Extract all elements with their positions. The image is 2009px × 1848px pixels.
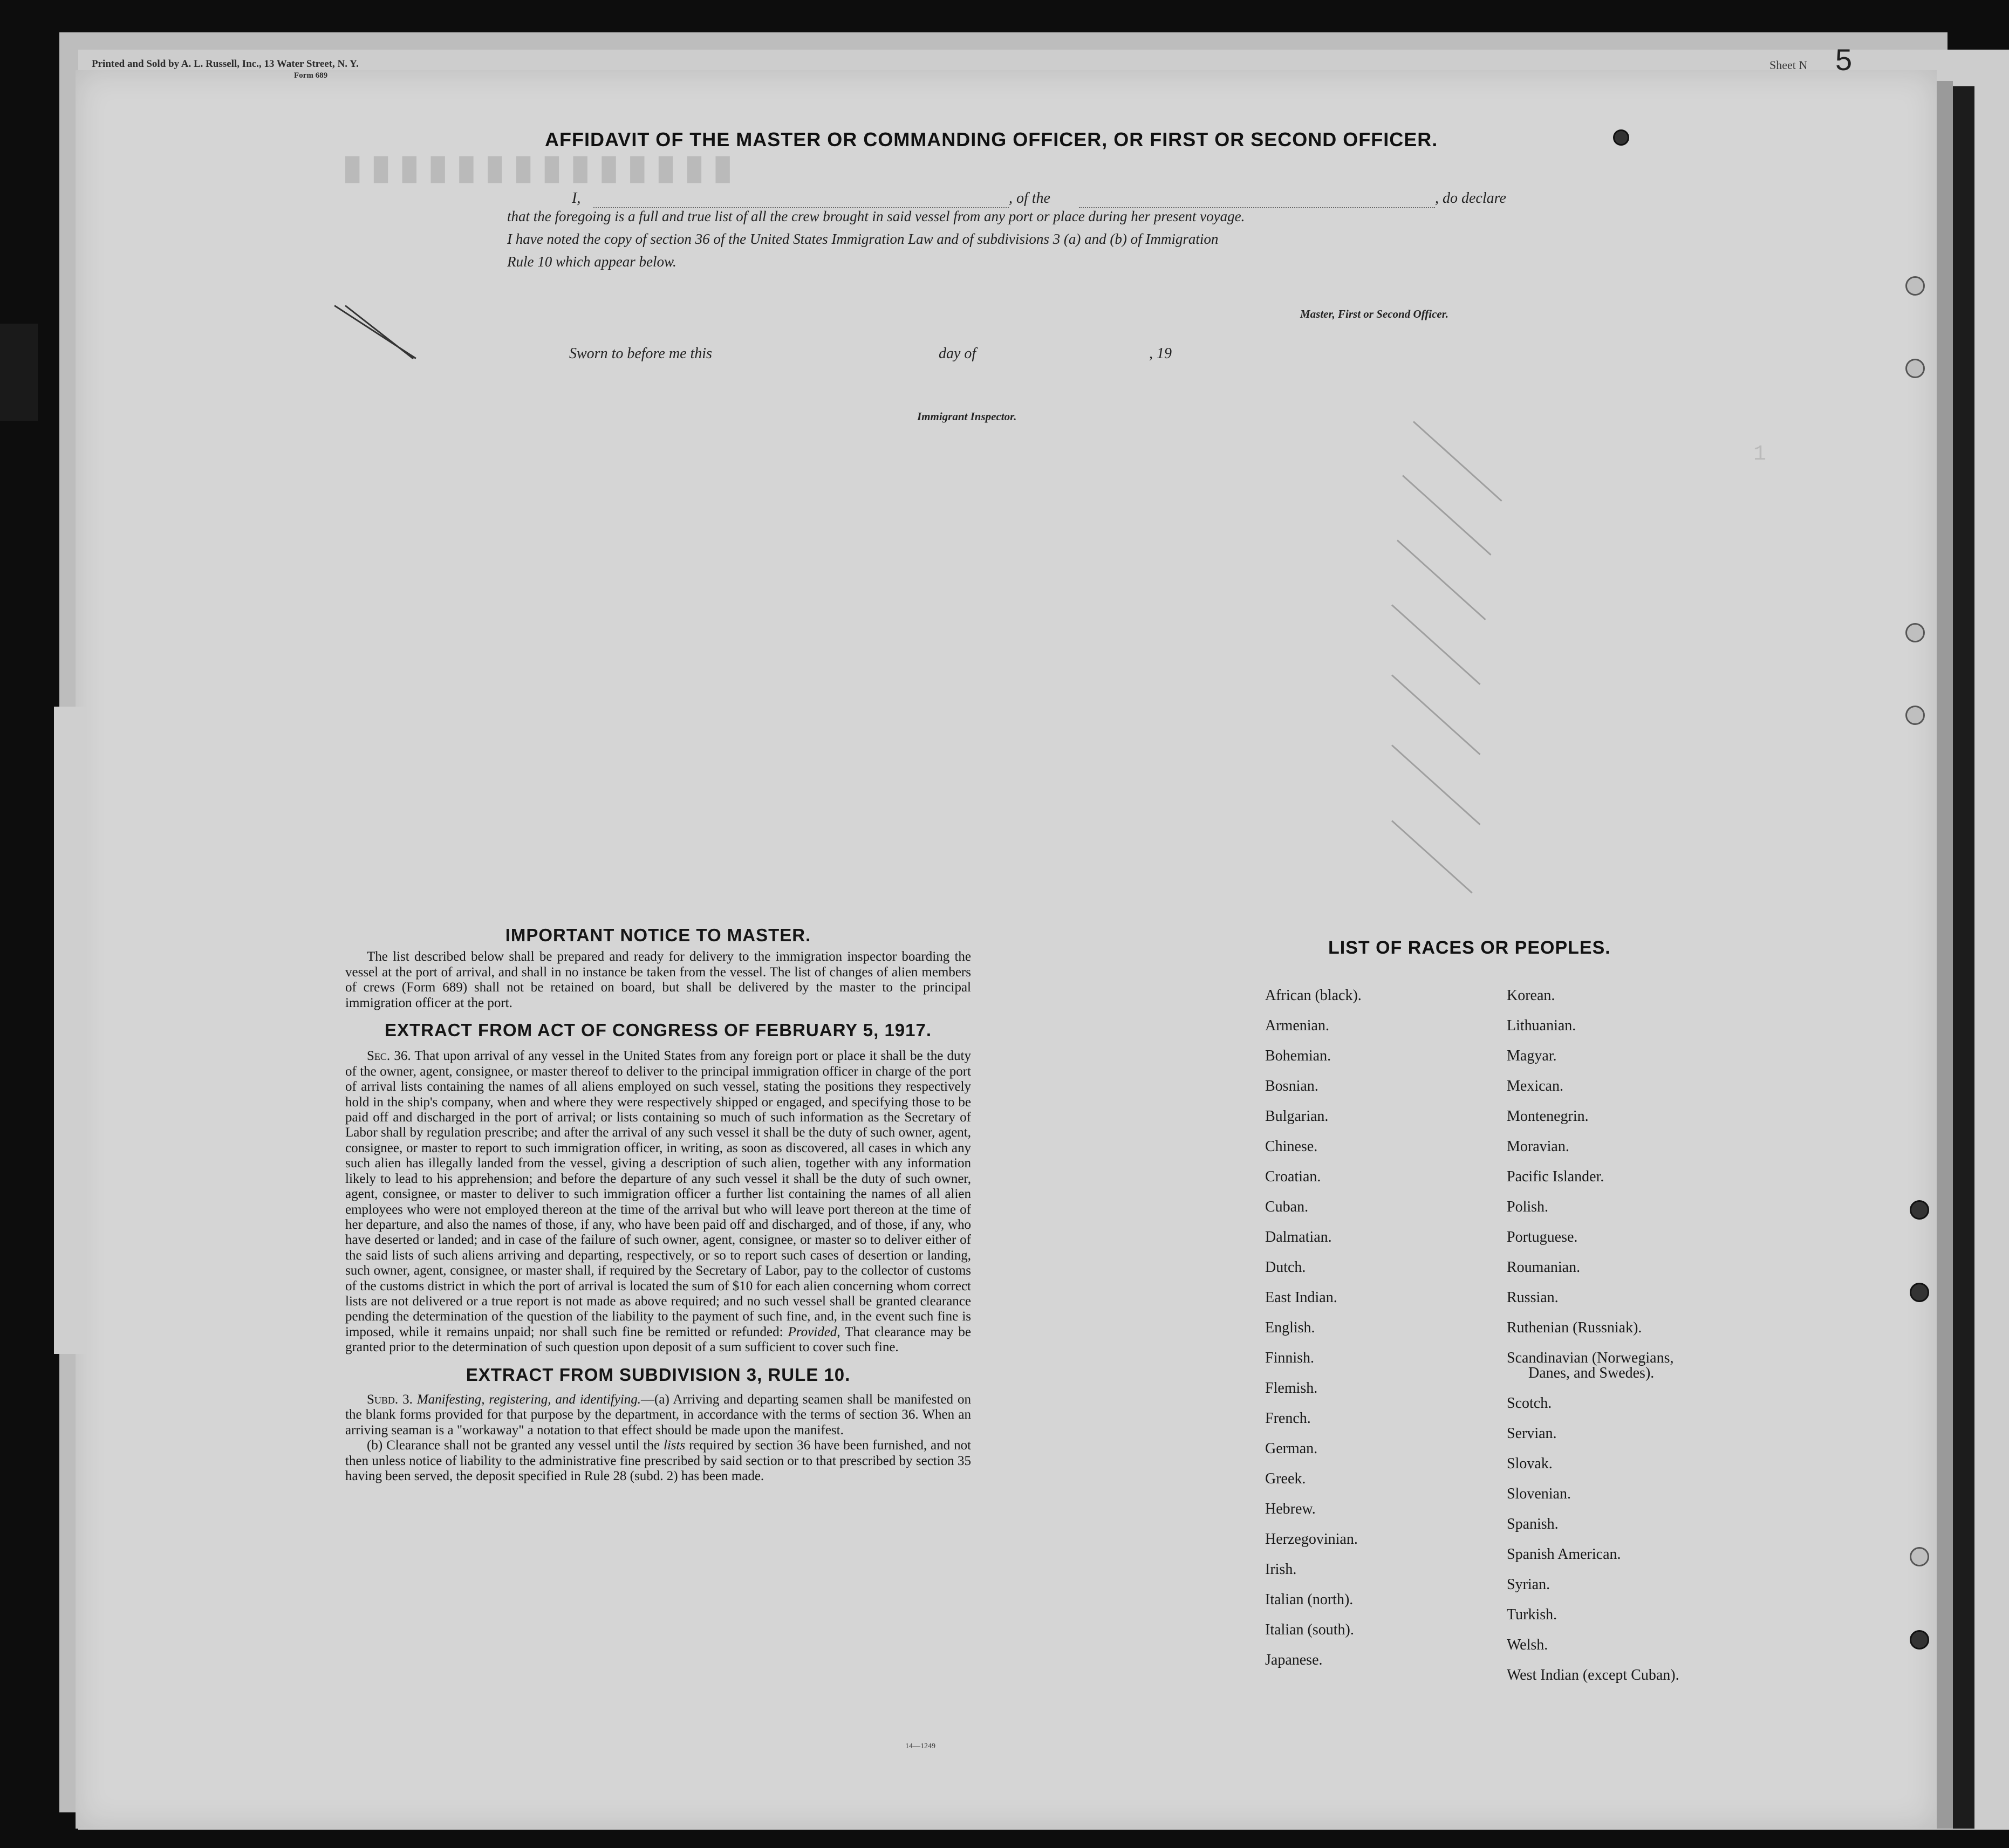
left-edge-shadow <box>0 324 38 421</box>
affidavit-do-declare: , do declare <box>1435 190 1506 207</box>
race-item: Turkish. <box>1507 1606 1557 1623</box>
race-item: Bosnian. <box>1265 1078 1318 1094</box>
race-item: Scotch. <box>1507 1395 1552 1412</box>
race-item: Bulgarian. <box>1265 1108 1329 1125</box>
inspector-signature-label: Immigrant Inspector. <box>917 410 1017 423</box>
race-item: Spanish American. <box>1507 1546 1621 1563</box>
binder-hole <box>1905 276 1925 296</box>
race-item: Herzegovinian. <box>1265 1531 1358 1548</box>
race-item: French. <box>1265 1410 1311 1427</box>
subdivision-a-body: —(a) Arriving and departing seamen shall be manifested on the blank forms provided for that purpose by the department, in accordance with the terms of section 36. When an arriving seaman is a "workaway" a notation to that effect should be made upon the manifest. <box>345 1392 971 1438</box>
race-item: Cuban. <box>1265 1199 1309 1215</box>
subdivision-b-text <box>345 1438 971 1484</box>
race-item: Spanish. <box>1507 1516 1559 1532</box>
race-item: Chinese. <box>1265 1138 1318 1155</box>
affidavit-body-line: Rule 10 which appear below. <box>507 254 676 270</box>
subdivision-b-prefix: (b) Clearance shall not be granted any vessel until the <box>367 1438 660 1453</box>
race-item: Slovenian. <box>1507 1486 1571 1502</box>
binder-edge <box>1953 86 1974 1829</box>
affidavit-of-the: , of the <box>1009 190 1050 207</box>
race-item: Lithuanian. <box>1507 1017 1576 1034</box>
act-extract-title: EXTRACT FROM ACT OF CONGRESS OF FEBRUARY 5, 1917. <box>384 1020 932 1041</box>
section-36-body: That upon arrival of any vessel in the United States from any foreign port or place it shall be the duty of the owner, agent, consignee, or master thereof to deliver to the principal immigration officer in charge of the port of arrival lists containing the names of all aliens employed on such vessel, stating the positions they respectively hold in the ship's company, when and where they were respectively shipped or engaged, and specifying those to be paid off and discharged in the port of arrival; or lists containing so much of such information as the Secretary of Labor shall by regulation prescribe; and after the arrival of any such vessel it shall be the duty of such owner, agent, consignee, or master to report to such immigration officer, in writing, as soon as discovered, all cases in which any such alien has illegally landed from the vessel, giving a description of such alien, together with any information likely to lead to his apprehension; and before the departure of any such vessel it shall be the duty of such owner, agent, consignee, or master to deliver to such immigration officer a further list containing the names of all alien employees who were not employed thereon at the time of the arrival but who will leave port thereon at the time of her departure, and also the names of those, if any, who have been paid off and discharged, and of those, if any, who have deserted or landed; and in case of the failure of such owner, agent, consignee, or master so to deliver either of the said lists of such aliens arriving and departing, respectively, or so to report such cases of desertion or landing, such owner, agent, consignee, or master shall, if required by the Secretary of Labor, pay to the collector of customs of the customs district in which the port of arrival is located the sum of $10 for each alien concerning whom correct lists are not delivered or a true report is not made as above required; and no such vessel shall be granted clearance pending the determination of the question of the liability to the payment of such fine, and, in the event such fine is imposed, while it remains unpaid; nor shall such fine be remitted or refunded: <box>345 1049 971 1339</box>
race-item: Finnish. <box>1265 1350 1315 1366</box>
race-item: German. <box>1265 1440 1318 1457</box>
races-right-column <box>1507 981 1679 1690</box>
race-item: Irish. <box>1265 1561 1297 1578</box>
subdivision-b-italic: lists <box>663 1438 686 1453</box>
race-item: Magyar. <box>1507 1048 1557 1064</box>
notice-text: The list described below shall be prepared and ready for delivery to the immigration inspector boarding the vessel at the port of arrival, and shall in no instance be taken from the vessel. The list of changes of alien members of crews (Form 689) shall not be retained on board, but shall be delivered by the master to the principal immigration officer at the port. <box>345 949 971 1010</box>
race-item: Russian. <box>1507 1289 1559 1306</box>
race-item: Bohemian. <box>1265 1048 1331 1064</box>
binder-hole <box>1910 1547 1929 1566</box>
race-item: Ruthenian (Russniak). <box>1507 1319 1642 1336</box>
race-item: East Indian. <box>1265 1289 1337 1306</box>
affidavit-body <box>507 205 1548 273</box>
subdivision-a-text <box>345 1392 971 1438</box>
affidavit-title: AFFIDAVIT OF THE MASTER OR COMMANDING OFFICER, OR FIRST OR SECOND OFFICER. <box>545 128 1438 150</box>
notice-column <box>345 925 972 1484</box>
race-item: Greek. <box>1265 1470 1306 1487</box>
races-left-column <box>1265 981 1362 1675</box>
left-margin-strip <box>54 707 86 1354</box>
binder-hole <box>1910 1283 1929 1302</box>
race-item: Pacific Islander. <box>1507 1168 1604 1185</box>
provided-text: That clearance may be granted prior to the determination of such question upon deposit of a sum sufficient to cover such fine. <box>345 1324 971 1355</box>
master-signature-label: Master, First or Second Officer. <box>1300 307 1448 320</box>
notice-title: IMPORTANT NOTICE TO MASTER. <box>505 925 811 945</box>
subdivision-heading: Manifesting, registering, and identifying. <box>416 1392 641 1407</box>
race-item: Portuguese. <box>1507 1229 1578 1245</box>
race-item: Italian (south). <box>1265 1621 1354 1638</box>
sworn-text: Sworn to before me this <box>569 345 712 362</box>
race-item: African (black). <box>1265 987 1362 1004</box>
race-item: Italian (north). <box>1265 1591 1354 1608</box>
bleed-through-column: 1 <box>1753 442 1767 467</box>
races-title: LIST OF RACES OR PEOPLES. <box>1328 937 1611 958</box>
punch-hole <box>1613 129 1629 146</box>
race-item: Flemish. <box>1265 1380 1318 1397</box>
race-item: Hebrew. <box>1265 1501 1316 1517</box>
affidavit-i-label: I, <box>572 190 581 207</box>
subdivision-label: Subd. 3. <box>367 1392 413 1407</box>
sheet-label: Sheet N <box>1769 58 1808 72</box>
race-item: Polish. <box>1507 1199 1549 1215</box>
sheet-number: 5 <box>1835 43 1853 77</box>
race-item: Mexican. <box>1507 1078 1563 1094</box>
section-label: Sec. 36. <box>367 1049 411 1064</box>
affidavit-body-line: that the foregoing is a full and true list of all the crew brought in said vessel from any port or place during her present voyage. <box>507 208 1245 224</box>
race-item: Croatian. <box>1265 1168 1321 1185</box>
race-item: Roumanian. <box>1507 1259 1581 1276</box>
race-item: Japanese. <box>1265 1652 1323 1668</box>
form-number: Form 689 <box>294 71 328 80</box>
race-item: Dalmatian. <box>1265 1229 1332 1245</box>
binder-hole <box>1910 1630 1929 1649</box>
rule-extract-title: EXTRACT FROM SUBDIVISION 3, RULE 10. <box>466 1364 851 1385</box>
section-36-text <box>345 1049 971 1355</box>
binder-hole <box>1905 623 1925 642</box>
binder-hole <box>1905 359 1925 378</box>
race-item: Armenian. <box>1265 1017 1329 1034</box>
race-item: Welsh. <box>1507 1637 1548 1653</box>
print-code: 14—1249 <box>905 1742 935 1750</box>
race-item: West Indian (except Cuban). <box>1507 1667 1679 1683</box>
page-edge <box>1937 81 1953 1829</box>
race-item: Syrian. <box>1507 1576 1550 1593</box>
printer-imprint: Printed and Sold by A. L. Russell, Inc., 13 Water Street, N. Y. <box>92 58 359 70</box>
race-item: Montenegrin. <box>1507 1108 1589 1125</box>
binder-hole <box>1905 706 1925 725</box>
bleed-through-heading: █ █ █ █ █ █ █ █ █ █ █ █ █ █ <box>345 156 730 183</box>
subdivision-b-body: required by section 36 have been furnished, and not then unless notice of liability to the administrative fine prescribed by said section or to that prescribed by section 35 having been served, the deposit specified in Rule 28 (subd. 2) has been made. <box>345 1438 972 1483</box>
provided-word: Provided, <box>788 1324 840 1339</box>
binder-hole <box>1910 1200 1929 1220</box>
year-prefix: , 19 <box>1149 345 1172 362</box>
race-item: English. <box>1265 1319 1315 1336</box>
race-item: Korean. <box>1507 987 1555 1004</box>
race-item: Moravian. <box>1507 1138 1569 1155</box>
affidavit-body-line: I have noted the copy of section 36 of the United States Immigration Law and of subdivisions 3 (a) and (b) of Immigration <box>507 231 1219 247</box>
day-of-text: day of <box>939 345 976 362</box>
race-item: Scandinavian (Norwegians, <box>1507 1350 1674 1366</box>
race-item: Servian. <box>1507 1425 1557 1442</box>
race-item: Dutch. <box>1265 1259 1306 1276</box>
race-item: Danes, and Swedes). <box>1528 1365 1655 1381</box>
race-item: Slovak. <box>1507 1455 1553 1472</box>
